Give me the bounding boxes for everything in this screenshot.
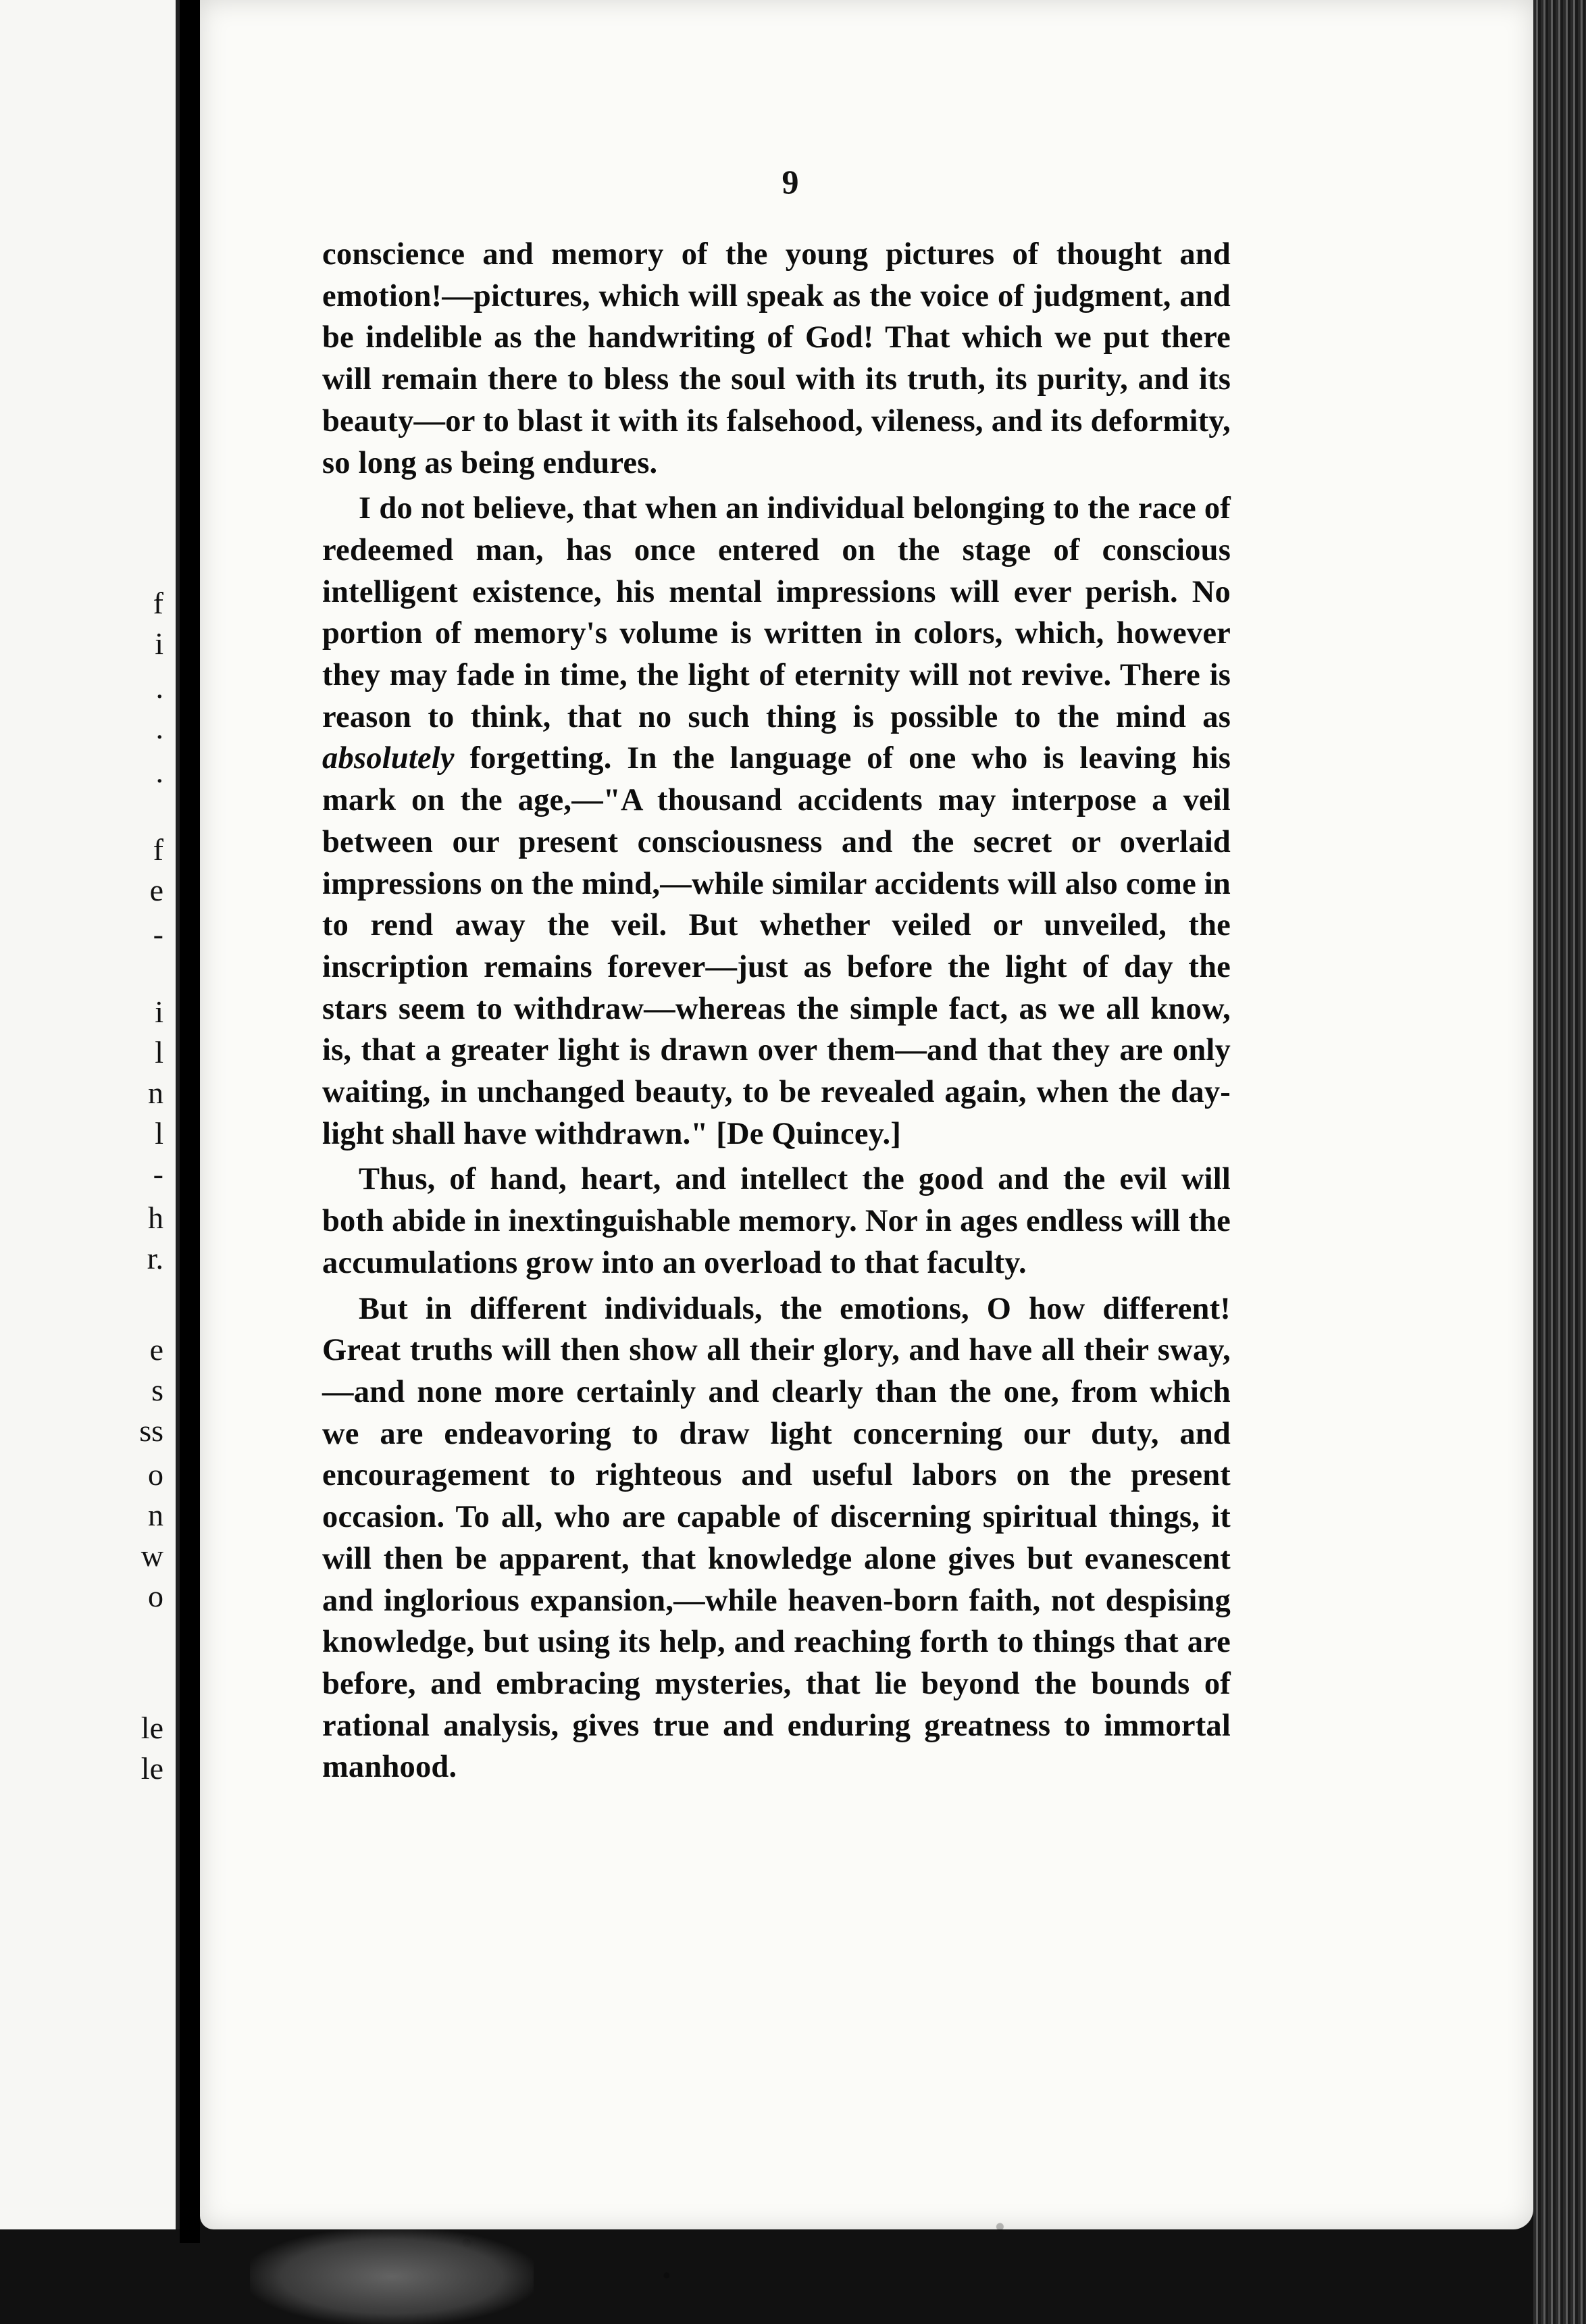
left-page-fragment: l bbox=[155, 1116, 163, 1151]
emphasized-word: absolutely bbox=[322, 741, 455, 776]
left-page-fragment: l bbox=[155, 1035, 163, 1069]
left-page-fragment: e bbox=[149, 1332, 163, 1367]
left-page-fragment: ss bbox=[139, 1413, 163, 1448]
paragraph-text: But in different individuals, the emotions, O how different! Great truths will then show all their glory, and have all their sway,—and none more certainly and clearly than the one, from which we are endeavoring to draw light concerning our duty, and encouragement to righteous and useful labors on the present occasion. To all, who are capable of discerning spiritual things, it will then be apparent, that knowledge alone gives but evanescent and inglorious expansion,—while heaven-born faith, not despising knowledge, but using its help, and reaching forth to things that are before, and embracing mysteries, that lie beyond the bounds of rational analysis, gives true and enduring greatness to immortal manhood. bbox=[322, 1291, 1231, 1785]
left-page-fragment: f bbox=[153, 832, 163, 867]
scan-stain bbox=[250, 2229, 534, 2324]
paragraph-4 bbox=[322, 1288, 1231, 1788]
left-page-fragment: w bbox=[140, 1538, 163, 1573]
paragraph-1 bbox=[322, 234, 1231, 484]
paragraph-2 bbox=[322, 488, 1231, 1155]
paragraph-text: I do not believe, that when an individual belonging to the race of redeemed man, has once entered on the stage of conscious intelligent existence, his mental impressions will ever perish. No portion of memory's volume is written in colors, which, however they may fade in time, the light of eternity will not revive. There is reason to think, that no such thing is possible to the mind as bbox=[322, 491, 1231, 734]
left-page-fragment: e bbox=[149, 873, 163, 907]
left-page-fragment: i bbox=[155, 626, 163, 661]
left-page-fragment: i bbox=[155, 994, 163, 1029]
left-page-fragment: h bbox=[148, 1201, 163, 1235]
left-page-fragment: r. bbox=[147, 1241, 163, 1275]
paragraph-3 bbox=[322, 1159, 1231, 1284]
page-stack-edge bbox=[1533, 0, 1586, 2324]
left-page-fragment: . bbox=[155, 755, 163, 789]
left-page-fragment: . bbox=[155, 670, 163, 705]
left-page-fragment: n bbox=[148, 1498, 163, 1532]
paragraph-text: forgetting. In the language of one who is leaving his mark on the age,—"A thousand accidents may interpose a veil between our present consciousness and the secret or overlaid impressions on the mind,—while similar accidents will also come in to rend away the veil. But whether veiled or unveiled, the inscription remains forever—just as before the light of day the stars seem to withdraw—whereas the simple fact, as we all know, is, that a greater light is drawn over them—and that they are only waiting, in unchanged beauty, to be revealed again, when the day-light shall have withdrawn." [De Quincey.] bbox=[322, 741, 1231, 1151]
left-page-fragment: o bbox=[148, 1579, 163, 1613]
left-page-fragment: n bbox=[148, 1076, 163, 1110]
left-page-fragment: f bbox=[153, 586, 163, 620]
book-gutter bbox=[180, 0, 200, 2243]
left-page-fragment: o bbox=[148, 1457, 163, 1492]
page-body-text bbox=[322, 234, 1231, 1788]
left-page-fragment: le bbox=[140, 1751, 163, 1786]
paragraph-text: Thus, of hand, heart, and intellect the good and the evil will both abide in inextinguishable memory. Nor in ages endless will the accumulations grow into an overload to that faculty. bbox=[322, 1162, 1231, 1280]
previous-page-edge bbox=[0, 0, 180, 2229]
left-page-fragment: le bbox=[140, 1711, 163, 1745]
left-page-fragment: - bbox=[153, 917, 163, 951]
left-page-fragment: s bbox=[151, 1373, 163, 1407]
paragraph-text: conscience and memory of the young pictures of thought and emotion!—pictures, which will speak as the voice of judgment, and be indelible as the handwriting of God! That which we put there will remain there to bless the soul with its truth, its purity, and its beauty—or to blast it with its falsehood, vileness, and its deformity, so long as being endures. bbox=[322, 237, 1231, 480]
page-number: 9 bbox=[782, 163, 799, 201]
left-page-fragment: - bbox=[153, 1157, 163, 1191]
left-page-fragment: . bbox=[155, 711, 163, 745]
